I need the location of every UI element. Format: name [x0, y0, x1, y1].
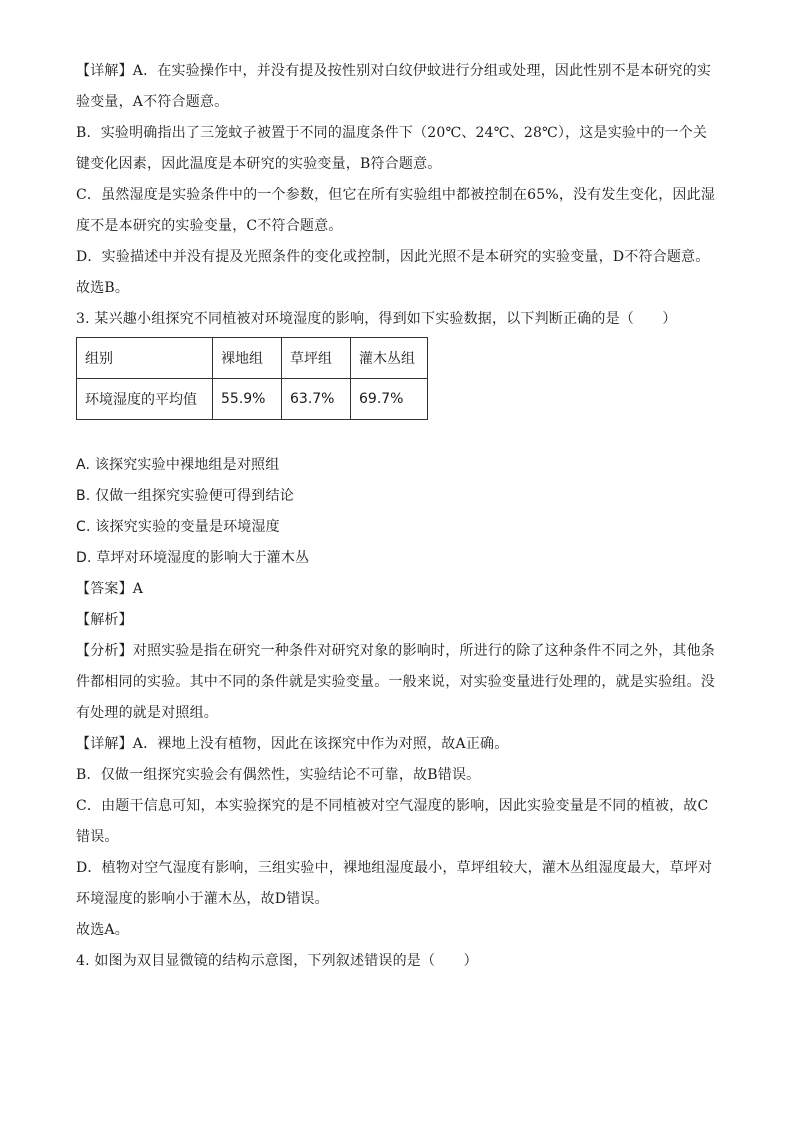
table-header-cell: 组别: [77, 338, 213, 379]
q2-conclusion: 故选B。: [76, 280, 130, 296]
q3-analysis: 【分析】对照实验是指在研究一种条件对研究对象的影响时，所进行的除了这种条件不同之外，其他条件都相同的实验。其中不同的条件就是实验变量。一般来说，对实验变量进行处理的，就是实验组。没有处理的就是对照组。: [76, 643, 715, 721]
table-header-cell: 草坪组: [282, 338, 351, 379]
table-cell: 55.9%: [213, 379, 282, 420]
table-cell: 63.7%: [282, 379, 351, 420]
table-row: [77, 379, 428, 420]
q3-detail-d: D．植物对空气湿度有影响，三组实验中，裸地组湿度最小，草坪组较大，灌木丛组湿度最大，草坪对环境湿度的影响小于灌木丛，故D错误。: [76, 860, 713, 907]
q3-option-b: B. 仅做一组探究实验便可得到结论: [76, 488, 294, 504]
q2-detail-d: D．实验描述中并没有提及光照条件的变化或控制，因此光照不是本研究的实验变量，D不符合题意。: [76, 249, 710, 265]
q3-answer: 【答案】A: [76, 581, 144, 597]
q2-detail-c: C．虽然湿度是实验条件中的一个参数，但它在所有实验组中都被控制在65%，没有发生变化，因此湿度不是本研究的实验变量，C不符合题意。: [76, 187, 716, 234]
q3-conclusion: 故选A。: [76, 922, 129, 938]
spacer: [76, 420, 720, 450]
table-cell: 69.7%: [351, 379, 428, 420]
table-header-row: [77, 338, 428, 379]
q2-detail-a: 【详解】A．在实验操作中，并没有提及按性别对白纹伊蚊进行分组或处理，因此性别不是本研究的实验变量，A不符合题意。: [76, 63, 712, 110]
table-header-cell: 裸地组: [213, 338, 282, 379]
document-page: [76, 56, 720, 977]
q2-detail-b: B．实验明确指出了三笼蚊子被置于不同的温度条件下（20℃、24℃、28℃），这是实验中的一个关键变化因素，因此温度是本研究的实验变量，B符合题意。: [76, 125, 708, 172]
q3-option-d: D. 草坪对环境湿度的影响大于灌木丛: [76, 550, 310, 566]
q3-detail-b: B．仅做一组探究实验会有偶然性，实验结论不可靠，故B错误。: [76, 767, 481, 783]
q3-analysis-heading: 【解析】: [76, 612, 133, 628]
q3-detail-c: C．由题干信息可知，本实验探究的是不同植被对空气湿度的影响，因此实验变量是不同的植被，故C错误。: [76, 798, 709, 845]
table-header-cell: 灌木丛组: [351, 338, 428, 379]
q3-stem: 3. 某兴趣小组探究不同植被对环境湿度的影响，得到如下实验数据，以下判断正确的是（ ）: [76, 311, 677, 327]
q3-option-a: A. 该探究实验中裸地组是对照组: [76, 457, 280, 473]
q3-option-c: C. 该探究实验的变量是环境湿度: [76, 519, 280, 535]
q4-stem: 4. 如图为双目显微镜的结构示意图，下列叙述错误的是（ ）: [76, 953, 478, 969]
table-cell: 环境湿度的平均值: [77, 379, 213, 420]
q3-detail-a: 【详解】A．裸地上没有植物，因此在该探究中作为对照，故A正确。: [76, 736, 509, 752]
data-table: [76, 337, 428, 420]
